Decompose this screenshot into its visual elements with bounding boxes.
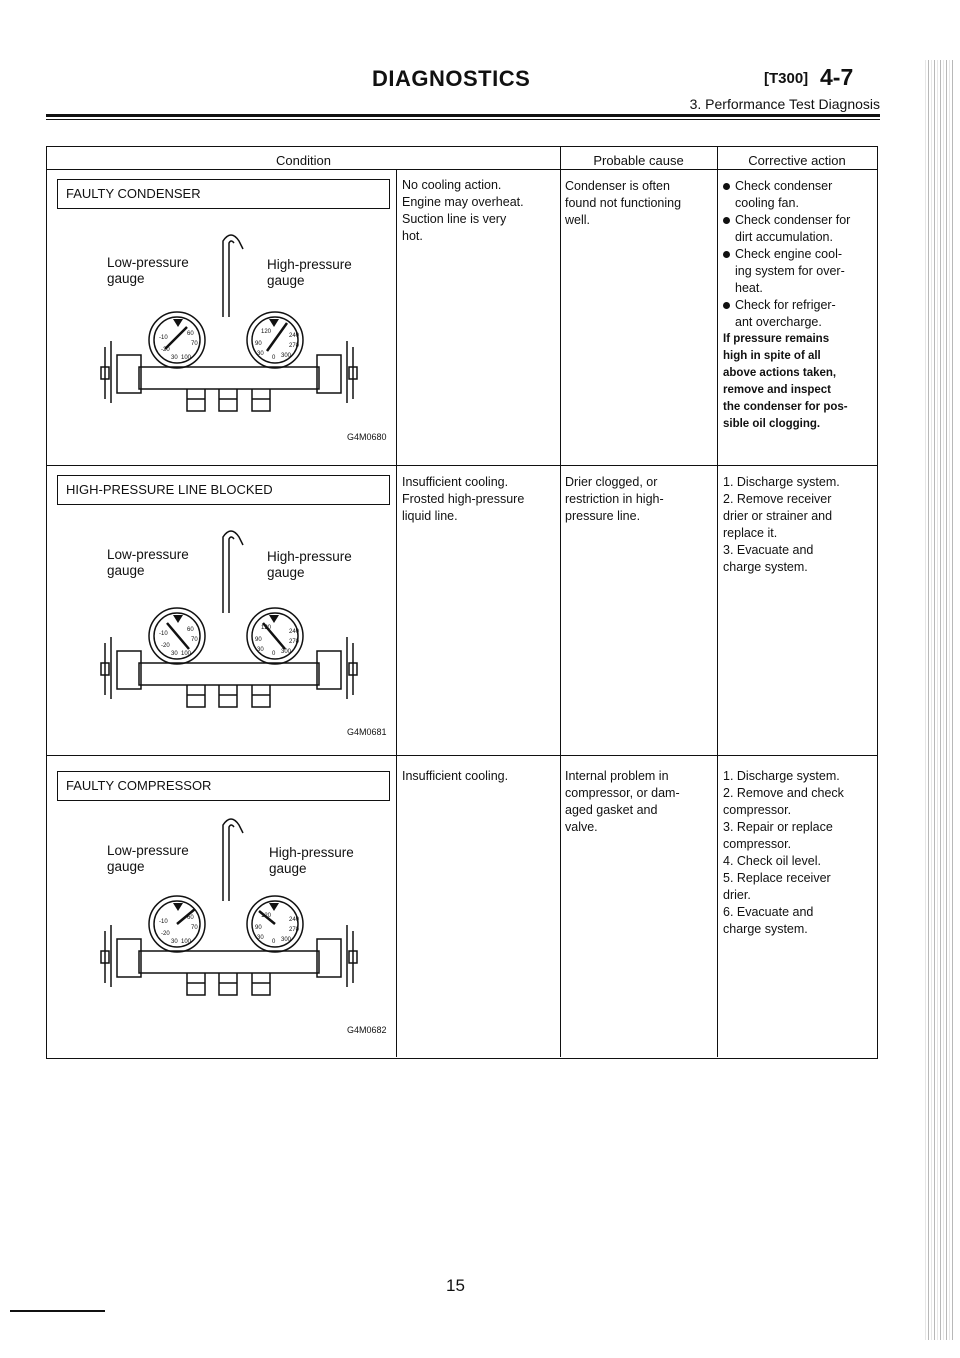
- symptom-line: Frosted high-pressure: [402, 492, 525, 506]
- low-pressure-label: [107, 843, 189, 875]
- svg-text:30: 30: [257, 647, 264, 653]
- page-number: 15: [446, 1276, 465, 1295]
- bullet-icon: [723, 217, 730, 224]
- cause-line: compressor, or dam-: [565, 786, 680, 800]
- figure-code: G4M0682: [347, 1025, 387, 1035]
- corrective-steps: [723, 768, 844, 938]
- svg-text:100: 100: [181, 939, 192, 945]
- step-line: 3. Evacuate and: [723, 543, 814, 557]
- cause-line: Condenser is often: [565, 179, 670, 193]
- cause-line: Drier clogged, or: [565, 475, 658, 489]
- svg-text:30: 30: [171, 355, 178, 361]
- note-line: If pressure remains: [723, 333, 830, 345]
- bullet-icon: [723, 251, 730, 258]
- svg-text:60: 60: [187, 331, 194, 337]
- high-pressure-label-line2: gauge: [267, 273, 305, 288]
- high-pressure-label: [267, 549, 352, 581]
- low-pressure-label-line1: Low-pressure: [107, 547, 189, 562]
- high-pressure-label-line2: gauge: [269, 861, 307, 876]
- svg-text:-20: -20: [161, 347, 170, 353]
- svg-text:70: 70: [191, 637, 198, 643]
- col-divider-cause: [560, 147, 561, 1057]
- svg-text:90: 90: [255, 637, 262, 643]
- symptoms: [402, 474, 524, 525]
- step-line: 1. Discharge system.: [723, 475, 840, 489]
- condition-title-box: FAULTY COMPRESSOR: [57, 771, 390, 801]
- symptom-line: hot.: [402, 229, 423, 243]
- svg-text:100: 100: [181, 355, 192, 361]
- header-probable-cause: Probable cause: [593, 153, 684, 168]
- symptom-line: Suction line is very: [402, 212, 507, 226]
- symptoms: [402, 177, 524, 245]
- step-line: compressor.: [723, 803, 792, 817]
- svg-text:300: 300: [281, 937, 292, 943]
- low-pressure-label-line2: gauge: [107, 271, 145, 286]
- cause-line: aged gasket and: [565, 803, 658, 817]
- high-pressure-label: [267, 257, 352, 289]
- svg-text:-20: -20: [161, 643, 170, 649]
- cause-line: valve.: [565, 820, 598, 834]
- svg-text:30: 30: [257, 935, 264, 941]
- svg-text:70: 70: [191, 925, 198, 931]
- svg-text:0: 0: [272, 651, 276, 657]
- low-pressure-label-line2: gauge: [107, 859, 145, 874]
- action-line: dirt accumulation.: [735, 230, 833, 244]
- action-item: [723, 178, 875, 212]
- symptom-line: Engine may overheat.: [402, 195, 524, 209]
- symptoms: [402, 768, 508, 785]
- note-line: remove and inspect: [723, 384, 832, 396]
- row-divider-1: [47, 465, 877, 466]
- action-line: Check condenser for: [735, 213, 851, 227]
- symptom-line: Insufficient cooling.: [402, 475, 509, 489]
- svg-text:30: 30: [257, 351, 264, 357]
- probable-cause: [565, 178, 681, 229]
- header-corrective-action: Corrective action: [748, 153, 846, 168]
- action-list: [723, 178, 875, 331]
- svg-text:0: 0: [272, 355, 276, 361]
- action-item: [723, 297, 875, 331]
- figure-code: G4M0680: [347, 432, 387, 442]
- low-pressure-label: [107, 255, 189, 287]
- svg-text:60: 60: [187, 627, 194, 633]
- svg-text:240: 240: [289, 629, 300, 635]
- page-subtitle: 3. Performance Test Diagnosis: [689, 96, 880, 112]
- high-pressure-label: [269, 845, 354, 877]
- page-ref: 4-7: [820, 64, 854, 90]
- cause-line: well.: [565, 213, 591, 227]
- svg-text:30: 30: [171, 651, 178, 657]
- step-line: charge system.: [723, 560, 808, 574]
- manifold-gauge-illustration: [77, 811, 377, 1006]
- probable-cause: [565, 768, 680, 836]
- bullet-icon: [723, 183, 730, 190]
- low-pressure-label: [107, 547, 189, 579]
- svg-text:300: 300: [281, 353, 292, 359]
- svg-text:270: 270: [289, 343, 300, 349]
- action-item: [723, 246, 875, 297]
- cause-line: pressure line.: [565, 509, 641, 523]
- page-title: DIAGNOSTICS: [372, 66, 531, 91]
- svg-text:270: 270: [289, 927, 300, 933]
- svg-text:100: 100: [181, 651, 192, 657]
- svg-text:0: 0: [272, 939, 276, 945]
- step-line: 1. Discharge system.: [723, 769, 840, 783]
- symptom-line: Insufficient cooling.: [402, 769, 509, 783]
- probable-cause: [565, 474, 664, 525]
- symptom-line: No cooling action.: [402, 178, 502, 192]
- svg-text:120: 120: [261, 913, 272, 919]
- high-pressure-label-line1: High-pressure: [267, 257, 352, 272]
- high-pressure-label-line1: High-pressure: [269, 845, 354, 860]
- step-line: drier or strainer and: [723, 509, 833, 523]
- action-line: ing system for over-: [735, 264, 845, 278]
- svg-text:90: 90: [255, 341, 262, 347]
- scan-corner-mark: [10, 1310, 105, 1312]
- svg-text:90: 90: [255, 925, 262, 931]
- cause-line: restriction in high-: [565, 492, 664, 506]
- action-line: cooling fan.: [735, 196, 799, 210]
- note-line: sible oil clogging.: [723, 418, 821, 430]
- cause-line: found not functioning: [565, 196, 682, 210]
- note-line: the condenser for pos-: [723, 401, 848, 413]
- step-line: 4. Check oil level.: [723, 854, 821, 868]
- note-line: high in spite of all: [723, 350, 821, 362]
- condenser-note: [723, 331, 875, 433]
- step-line: 2. Remove receiver: [723, 492, 832, 506]
- svg-text:240: 240: [289, 917, 300, 923]
- symptom-line: liquid line.: [402, 509, 458, 523]
- scan-binding-edge: [925, 60, 955, 1340]
- svg-text:-10: -10: [159, 631, 168, 637]
- row-divider-2: [47, 755, 877, 756]
- step-line: replace it.: [723, 526, 778, 540]
- svg-text:-10: -10: [159, 335, 168, 341]
- col-divider-action: [717, 147, 718, 1057]
- note-line: above actions taken,: [723, 367, 837, 379]
- condition-title-box: HIGH-PRESSURE LINE BLOCKED: [57, 475, 390, 505]
- col-divider-symptom: [396, 169, 397, 1057]
- header-condition: Condition: [276, 153, 331, 168]
- header-rule-thin: [46, 119, 880, 120]
- diagnosis-table: [46, 146, 878, 1059]
- svg-text:300: 300: [281, 649, 292, 655]
- svg-text:60: 60: [187, 915, 194, 921]
- low-pressure-label-line1: Low-pressure: [107, 255, 189, 270]
- action-line: ant overcharge.: [735, 315, 822, 329]
- section-code: [T300]: [764, 70, 809, 87]
- corrective-steps: [723, 474, 840, 576]
- low-pressure-label-line2: gauge: [107, 563, 145, 578]
- condition-title-box: FAULTY CONDENSER: [57, 179, 390, 209]
- header-divider: [47, 169, 877, 170]
- low-pressure-label-line1: Low-pressure: [107, 843, 189, 858]
- step-line: 5. Replace receiver: [723, 871, 831, 885]
- svg-text:-20: -20: [161, 931, 170, 937]
- high-pressure-label-line1: High-pressure: [267, 549, 352, 564]
- figure-code: G4M0681: [347, 727, 387, 737]
- step-line: 6. Evacuate and: [723, 905, 814, 919]
- step-line: compressor.: [723, 837, 792, 851]
- action-line: Check engine cool-: [735, 247, 843, 261]
- cause-line: Internal problem in: [565, 769, 669, 783]
- header-rule-thick: [46, 114, 880, 117]
- action-line: heat.: [735, 281, 763, 295]
- action-line: Check condenser: [735, 179, 833, 193]
- action-item: [723, 212, 875, 246]
- step-line: 3. Repair or replace: [723, 820, 833, 834]
- high-pressure-label-line2: gauge: [267, 565, 305, 580]
- svg-text:120: 120: [261, 329, 272, 335]
- step-line: drier.: [723, 888, 751, 902]
- step-line: charge system.: [723, 922, 808, 936]
- svg-text:120: 120: [261, 625, 272, 631]
- svg-text:270: 270: [289, 639, 300, 645]
- action-line: Check for refriger-: [735, 298, 836, 312]
- svg-text:30: 30: [171, 939, 178, 945]
- bullet-icon: [723, 302, 730, 309]
- svg-text:-10: -10: [159, 919, 168, 925]
- step-line: 2. Remove and check: [723, 786, 844, 800]
- corrective-actions: [723, 178, 875, 433]
- manifold-gauge-figure: [77, 811, 377, 1006]
- svg-text:240: 240: [289, 333, 300, 339]
- svg-text:70: 70: [191, 341, 198, 347]
